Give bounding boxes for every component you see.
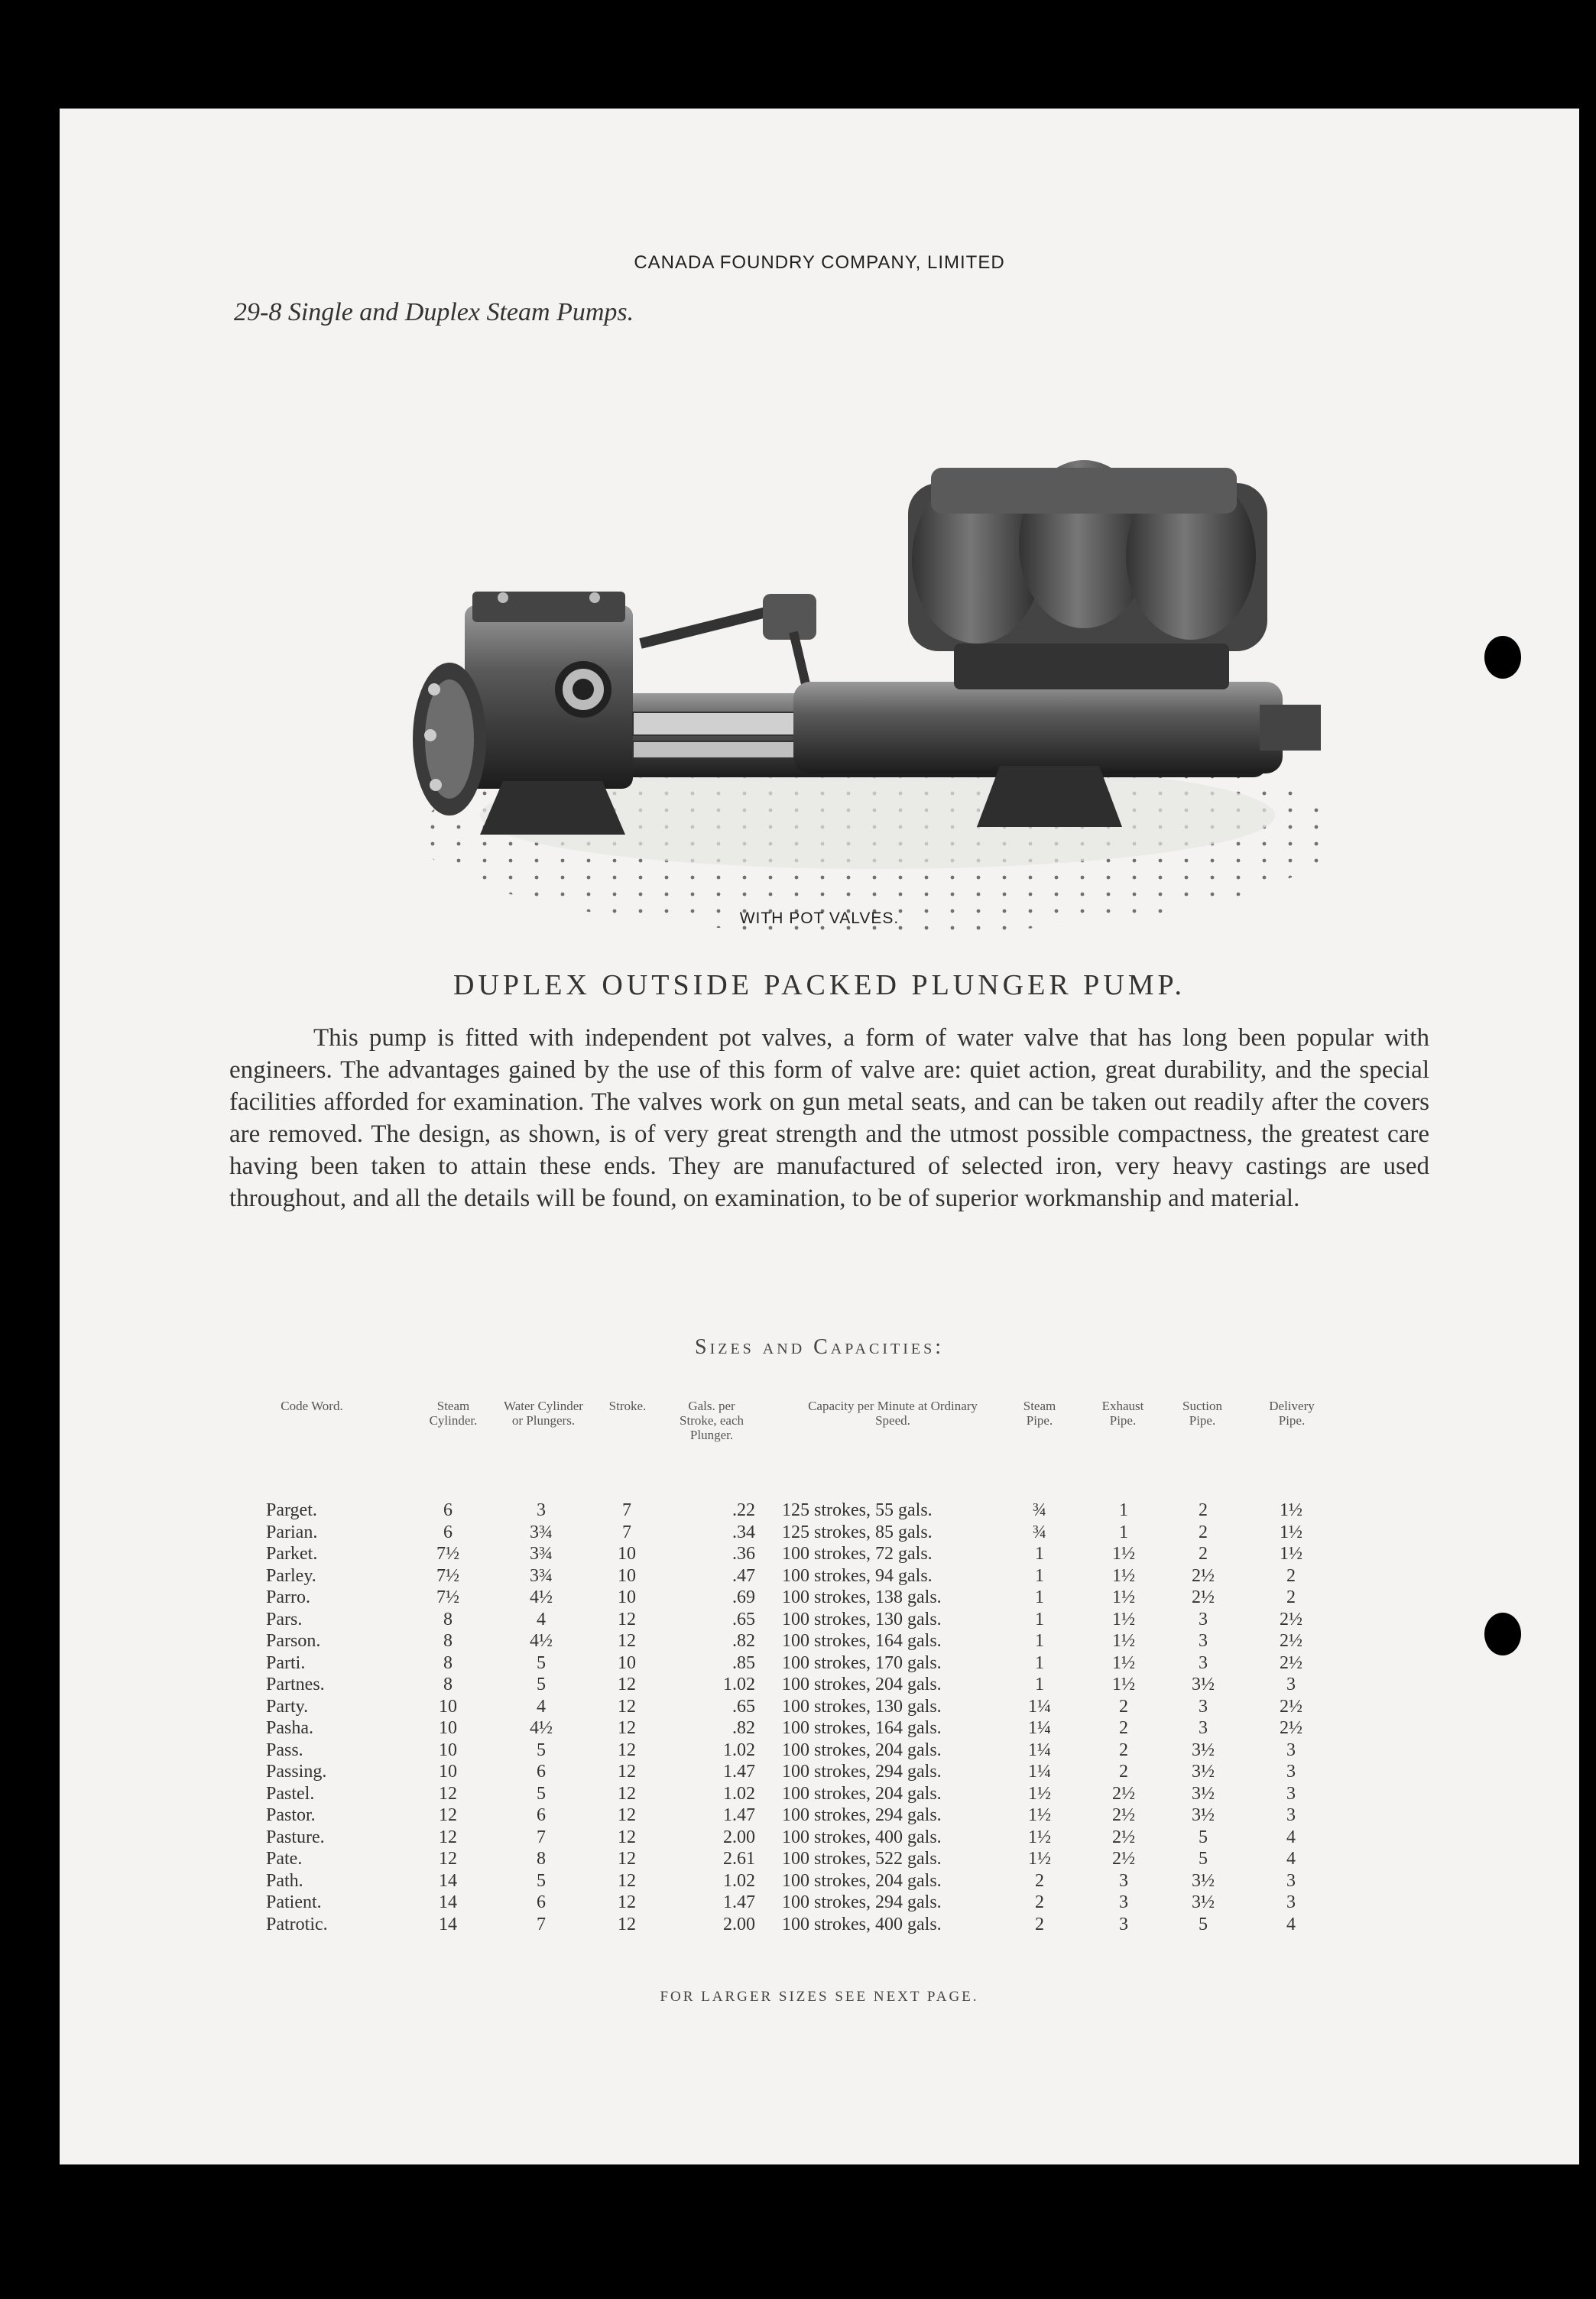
cell-steam-pipe: 2 bbox=[1035, 1914, 1044, 1934]
cell-gals-per-stroke: 1.02 bbox=[723, 1783, 755, 1804]
cell-delivery-pipe: 3 bbox=[1286, 1805, 1296, 1825]
cell-delivery-pipe: 1½ bbox=[1280, 1522, 1302, 1542]
cell-code-word: Pass. bbox=[266, 1740, 303, 1760]
product-title: DUPLEX OUTSIDE PACKED PLUNGER PUMP. bbox=[453, 969, 1186, 1001]
cell-exhaust-pipe: 1 bbox=[1119, 1500, 1128, 1520]
cell-stroke: 12 bbox=[618, 1718, 636, 1738]
cell-exhaust-pipe: 1½ bbox=[1112, 1609, 1135, 1629]
cell-steam-pipe: 1½ bbox=[1028, 1783, 1051, 1804]
cell-gals-per-stroke: 1.47 bbox=[723, 1805, 755, 1825]
table-row bbox=[60, 1500, 1579, 1522]
cell-steam-pipe: ¾ bbox=[1033, 1500, 1046, 1520]
cell-stroke: 10 bbox=[618, 1565, 636, 1586]
cell-exhaust-pipe: 1½ bbox=[1112, 1631, 1135, 1651]
cell-suction-pipe: 2 bbox=[1199, 1544, 1208, 1564]
cell-stroke: 12 bbox=[618, 1675, 636, 1694]
cell-suction-pipe: 3½ bbox=[1192, 1783, 1215, 1804]
cell-steam-cylinder: 8 bbox=[443, 1675, 453, 1694]
cell-stroke: 12 bbox=[618, 1631, 636, 1651]
cell-code-word: Passing. bbox=[266, 1762, 327, 1782]
figure-caption: WITH POT VALVES. bbox=[739, 910, 900, 927]
cell-suction-pipe: 5 bbox=[1199, 1827, 1208, 1847]
table-row bbox=[60, 1696, 1579, 1718]
cell-steam-pipe: 1¼ bbox=[1028, 1740, 1051, 1760]
section-heading: 29-8 Single and Duplex Steam Pumps. bbox=[234, 298, 634, 326]
cell-exhaust-pipe: 2 bbox=[1119, 1740, 1128, 1760]
cell-delivery-pipe: 3 bbox=[1286, 1870, 1296, 1891]
cell-steam-pipe: 1½ bbox=[1028, 1827, 1051, 1847]
cell-suction-pipe: 3½ bbox=[1192, 1805, 1215, 1825]
cell-suction-pipe: 5 bbox=[1199, 1914, 1208, 1934]
cell-capacity: 100 strokes, 164 gals. bbox=[782, 1718, 942, 1738]
cell-capacity: 100 strokes, 294 gals. bbox=[782, 1805, 942, 1825]
table-row bbox=[60, 1805, 1579, 1827]
cell-capacity: 100 strokes, 400 gals. bbox=[782, 1914, 942, 1934]
table-row bbox=[60, 1914, 1579, 1936]
col-header-stroke: Stroke. bbox=[608, 1399, 647, 1413]
cell-stroke: 12 bbox=[618, 1696, 636, 1717]
table-row bbox=[60, 1630, 1579, 1652]
cell-water-cylinder: 4½ bbox=[530, 1587, 553, 1607]
cell-stroke: 12 bbox=[618, 1892, 636, 1912]
cell-gals-per-stroke: 1.02 bbox=[723, 1675, 755, 1694]
cell-steam-pipe: 1 bbox=[1035, 1675, 1044, 1694]
cell-code-word: Party. bbox=[266, 1696, 309, 1717]
cell-delivery-pipe: 1½ bbox=[1280, 1500, 1302, 1520]
cell-steam-pipe: 1 bbox=[1035, 1587, 1044, 1607]
cell-water-cylinder: 3 bbox=[537, 1500, 546, 1520]
cell-code-word: Patient. bbox=[266, 1892, 322, 1912]
table-row bbox=[60, 1848, 1579, 1870]
table-row bbox=[60, 1740, 1579, 1762]
table-row bbox=[60, 1565, 1579, 1587]
cell-gals-per-stroke: .69 bbox=[732, 1587, 755, 1607]
cell-steam-pipe: 1¼ bbox=[1028, 1718, 1051, 1738]
table-row bbox=[60, 1892, 1579, 1914]
cell-exhaust-pipe: 1½ bbox=[1112, 1652, 1135, 1673]
cell-water-cylinder: 3¾ bbox=[530, 1565, 553, 1586]
cell-steam-cylinder: 14 bbox=[439, 1870, 457, 1891]
cell-code-word: Pate. bbox=[266, 1849, 303, 1869]
cell-code-word: Path. bbox=[266, 1870, 303, 1891]
cell-suction-pipe: 2½ bbox=[1192, 1565, 1215, 1586]
table-row bbox=[60, 1717, 1579, 1740]
cell-stroke: 12 bbox=[618, 1827, 636, 1847]
cell-gals-per-stroke: .47 bbox=[732, 1565, 755, 1586]
col-header-capacity: Capacity per Minute at Ordinary Speed. bbox=[808, 1399, 978, 1428]
cell-capacity: 100 strokes, 138 gals. bbox=[782, 1587, 942, 1607]
cell-steam-pipe: 1¼ bbox=[1028, 1696, 1051, 1717]
cell-steam-pipe: 1 bbox=[1035, 1609, 1044, 1629]
cell-capacity: 100 strokes, 204 gals. bbox=[782, 1783, 942, 1804]
cell-exhaust-pipe: 2 bbox=[1119, 1762, 1128, 1782]
cell-steam-pipe: 1¼ bbox=[1028, 1762, 1051, 1782]
cell-suction-pipe: 2 bbox=[1199, 1522, 1208, 1542]
cell-code-word: Parian. bbox=[266, 1522, 318, 1542]
cell-water-cylinder: 4 bbox=[537, 1609, 546, 1629]
cell-water-cylinder: 6 bbox=[537, 1892, 546, 1912]
cell-stroke: 10 bbox=[618, 1652, 636, 1673]
cell-exhaust-pipe: 2½ bbox=[1112, 1805, 1135, 1825]
cell-suction-pipe: 3 bbox=[1199, 1609, 1208, 1629]
cell-water-cylinder: 5 bbox=[537, 1870, 546, 1891]
cell-steam-cylinder: 10 bbox=[439, 1696, 457, 1717]
cell-gals-per-stroke: 2.61 bbox=[723, 1849, 755, 1869]
table-body bbox=[60, 1500, 1579, 1935]
cell-code-word: Patrotic. bbox=[266, 1914, 328, 1934]
cell-capacity: 100 strokes, 204 gals. bbox=[782, 1870, 942, 1891]
cell-code-word: Parro. bbox=[266, 1587, 310, 1607]
cell-steam-cylinder: 8 bbox=[443, 1609, 453, 1629]
cell-code-word: Parti. bbox=[266, 1652, 306, 1673]
cell-exhaust-pipe: 2½ bbox=[1112, 1827, 1135, 1847]
cell-stroke: 12 bbox=[618, 1609, 636, 1629]
cell-water-cylinder: 5 bbox=[537, 1675, 546, 1694]
cell-stroke: 7 bbox=[622, 1522, 631, 1542]
cell-suction-pipe: 3½ bbox=[1192, 1870, 1215, 1891]
cell-steam-cylinder: 10 bbox=[439, 1740, 457, 1760]
cell-water-cylinder: 5 bbox=[537, 1783, 546, 1804]
cell-steam-pipe: 2 bbox=[1035, 1892, 1044, 1912]
cell-gals-per-stroke: 1.02 bbox=[723, 1740, 755, 1760]
cell-delivery-pipe: 2½ bbox=[1280, 1652, 1302, 1673]
cell-suction-pipe: 5 bbox=[1199, 1849, 1208, 1869]
col-header-water-cylinder: Water Cylinder or Plungers. bbox=[504, 1399, 583, 1428]
punch-hole bbox=[1484, 1613, 1521, 1655]
cell-water-cylinder: 3¾ bbox=[530, 1522, 553, 1542]
cell-steam-cylinder: 12 bbox=[439, 1827, 457, 1847]
table-row bbox=[60, 1827, 1579, 1849]
cell-code-word: Pasture. bbox=[266, 1827, 325, 1847]
cell-exhaust-pipe: 1½ bbox=[1112, 1565, 1135, 1586]
cell-capacity: 100 strokes, 294 gals. bbox=[782, 1762, 942, 1782]
cell-steam-cylinder: 10 bbox=[439, 1718, 457, 1738]
cell-code-word: Pasha. bbox=[266, 1718, 313, 1738]
cell-exhaust-pipe: 1 bbox=[1119, 1522, 1128, 1542]
cell-delivery-pipe: 2½ bbox=[1280, 1609, 1302, 1629]
cell-stroke: 12 bbox=[618, 1740, 636, 1760]
cell-capacity: 100 strokes, 164 gals. bbox=[782, 1631, 942, 1651]
cell-code-word: Parget. bbox=[266, 1500, 317, 1520]
cell-gals-per-stroke: 1.47 bbox=[723, 1892, 755, 1912]
cell-water-cylinder: 8 bbox=[537, 1849, 546, 1869]
cell-stroke: 12 bbox=[618, 1914, 636, 1934]
cell-water-cylinder: 7 bbox=[537, 1827, 546, 1847]
cell-exhaust-pipe: 1½ bbox=[1112, 1544, 1135, 1564]
cell-suction-pipe: 2½ bbox=[1192, 1587, 1215, 1607]
cell-water-cylinder: 5 bbox=[537, 1652, 546, 1673]
cell-suction-pipe: 3 bbox=[1199, 1696, 1208, 1717]
cell-delivery-pipe: 2½ bbox=[1280, 1718, 1302, 1738]
cell-suction-pipe: 3½ bbox=[1192, 1892, 1215, 1912]
cell-steam-cylinder: 7½ bbox=[436, 1565, 459, 1586]
cell-delivery-pipe: 3 bbox=[1286, 1740, 1296, 1760]
cell-delivery-pipe: 2½ bbox=[1280, 1631, 1302, 1651]
cell-delivery-pipe: 4 bbox=[1286, 1827, 1296, 1847]
cell-gals-per-stroke: .65 bbox=[732, 1609, 755, 1629]
cell-suction-pipe: 3½ bbox=[1192, 1675, 1215, 1694]
cell-stroke: 12 bbox=[618, 1762, 636, 1782]
cell-suction-pipe: 3 bbox=[1199, 1631, 1208, 1651]
cell-code-word: Parket. bbox=[266, 1544, 318, 1564]
table-row bbox=[60, 1609, 1579, 1631]
table-row bbox=[60, 1870, 1579, 1892]
cell-exhaust-pipe: 2 bbox=[1119, 1718, 1128, 1738]
cell-stroke: 10 bbox=[618, 1544, 636, 1564]
col-header-exhaust-pipe: Exhaust Pipe. bbox=[1101, 1399, 1144, 1428]
cell-exhaust-pipe: 3 bbox=[1119, 1870, 1128, 1891]
cell-capacity: 100 strokes, 522 gals. bbox=[782, 1849, 942, 1869]
cell-suction-pipe: 3 bbox=[1199, 1718, 1208, 1738]
cell-stroke: 12 bbox=[618, 1783, 636, 1804]
col-header-suction-pipe: Suction Pipe. bbox=[1182, 1399, 1222, 1428]
product-description: This pump is fitted with independent pot valves, a form of water valve that has long been popular with engineers. The advantages gained by the use of this form of valve are: quiet action, great durability, and the special facilities afforded for examination. The valves work on gun metal seats, and can be taken out readily after the covers are removed. The design, as shown, is of very great strength and the utmost possible compactness, the greatest care having been taken to attain these ends. They are manufactured of selected iron, very heavy castings are used throughout, and all the details will be found, on examination, to be of superior workmanship and material. bbox=[229, 1024, 1429, 1212]
cell-delivery-pipe: 2 bbox=[1286, 1587, 1296, 1607]
cell-exhaust-pipe: 2½ bbox=[1112, 1849, 1135, 1869]
cell-steam-pipe: 1½ bbox=[1028, 1849, 1051, 1869]
cell-steam-cylinder: 6 bbox=[443, 1522, 453, 1542]
col-header-steam-pipe: Steam Pipe. bbox=[1023, 1399, 1056, 1428]
cell-steam-pipe: 1 bbox=[1035, 1565, 1044, 1586]
cell-water-cylinder: 4 bbox=[537, 1696, 546, 1717]
cell-gals-per-stroke: .85 bbox=[732, 1652, 755, 1673]
col-header-steam-cylinder: Steam Cylinder. bbox=[429, 1399, 478, 1428]
cell-steam-cylinder: 6 bbox=[443, 1500, 453, 1520]
cell-steam-cylinder: 12 bbox=[439, 1849, 457, 1869]
cell-stroke: 7 bbox=[622, 1500, 631, 1520]
cell-code-word: Parson. bbox=[266, 1631, 321, 1651]
cell-code-word: Pastor. bbox=[266, 1805, 316, 1825]
cell-stroke: 12 bbox=[618, 1805, 636, 1825]
pump-illustration bbox=[350, 368, 1405, 965]
cell-code-word: Partnes. bbox=[266, 1675, 325, 1694]
cell-steam-cylinder: 14 bbox=[439, 1914, 457, 1934]
catalog-page bbox=[60, 109, 1579, 2164]
cell-stroke: 12 bbox=[618, 1849, 636, 1869]
table-row bbox=[60, 1761, 1579, 1783]
cell-capacity: 125 strokes, 55 gals. bbox=[782, 1500, 933, 1520]
cell-capacity: 100 strokes, 130 gals. bbox=[782, 1696, 942, 1717]
cell-capacity: 100 strokes, 130 gals. bbox=[782, 1609, 942, 1629]
cell-stroke: 12 bbox=[618, 1870, 636, 1891]
cell-exhaust-pipe: 3 bbox=[1119, 1892, 1128, 1912]
cell-delivery-pipe: 3 bbox=[1286, 1762, 1296, 1782]
cell-steam-pipe: ¾ bbox=[1033, 1522, 1046, 1542]
col-header-code-word: Code Word. bbox=[281, 1399, 343, 1413]
cell-steam-cylinder: 12 bbox=[439, 1805, 457, 1825]
punch-hole bbox=[1484, 636, 1521, 679]
cell-steam-cylinder: 8 bbox=[443, 1631, 453, 1651]
cell-steam-cylinder: 14 bbox=[439, 1892, 457, 1912]
cell-water-cylinder: 4½ bbox=[530, 1718, 553, 1738]
cell-steam-pipe: 1 bbox=[1035, 1544, 1044, 1564]
cell-capacity: 100 strokes, 204 gals. bbox=[782, 1740, 942, 1760]
table-row bbox=[60, 1674, 1579, 1696]
table-row bbox=[60, 1543, 1579, 1565]
cell-gals-per-stroke: .34 bbox=[732, 1522, 755, 1542]
cell-water-cylinder: 7 bbox=[537, 1914, 546, 1934]
col-header-delivery-pipe: Delivery Pipe. bbox=[1269, 1399, 1315, 1428]
cell-gals-per-stroke: .22 bbox=[732, 1500, 755, 1520]
cell-delivery-pipe: 2½ bbox=[1280, 1696, 1302, 1717]
cell-delivery-pipe: 2 bbox=[1286, 1565, 1296, 1586]
cell-exhaust-pipe: 2½ bbox=[1112, 1783, 1135, 1804]
cell-steam-cylinder: 8 bbox=[443, 1652, 453, 1673]
cell-gals-per-stroke: 2.00 bbox=[723, 1827, 755, 1847]
cell-delivery-pipe: 4 bbox=[1286, 1849, 1296, 1869]
cell-steam-pipe: 1 bbox=[1035, 1631, 1044, 1651]
cell-exhaust-pipe: 3 bbox=[1119, 1914, 1128, 1934]
cell-water-cylinder: 3¾ bbox=[530, 1544, 553, 1564]
table-row bbox=[60, 1587, 1579, 1609]
cell-steam-pipe: 1 bbox=[1035, 1652, 1044, 1673]
cell-capacity: 125 strokes, 85 gals. bbox=[782, 1522, 933, 1542]
cell-code-word: Pastel. bbox=[266, 1783, 315, 1804]
footer-note: FOR LARGER SIZES SEE NEXT PAGE. bbox=[660, 1989, 979, 2005]
table-row bbox=[60, 1522, 1579, 1544]
col-header-gals-per-stroke: Gals. per Stroke, each Plunger. bbox=[679, 1399, 744, 1442]
cell-suction-pipe: 3½ bbox=[1192, 1740, 1215, 1760]
cell-capacity: 100 strokes, 94 gals. bbox=[782, 1565, 933, 1586]
cell-gals-per-stroke: .82 bbox=[732, 1718, 755, 1738]
cell-capacity: 100 strokes, 204 gals. bbox=[782, 1675, 942, 1694]
cell-gals-per-stroke: .36 bbox=[732, 1544, 755, 1564]
cell-gals-per-stroke: .82 bbox=[732, 1631, 755, 1651]
cell-steam-cylinder: 10 bbox=[439, 1762, 457, 1782]
cell-water-cylinder: 6 bbox=[537, 1805, 546, 1825]
cell-steam-cylinder: 7½ bbox=[436, 1587, 459, 1607]
cell-water-cylinder: 5 bbox=[537, 1740, 546, 1760]
cell-water-cylinder: 4½ bbox=[530, 1631, 553, 1651]
table-row bbox=[60, 1783, 1579, 1805]
cell-water-cylinder: 6 bbox=[537, 1762, 546, 1782]
cell-exhaust-pipe: 1½ bbox=[1112, 1587, 1135, 1607]
cell-capacity: 100 strokes, 400 gals. bbox=[782, 1827, 942, 1847]
cell-gals-per-stroke: 1.02 bbox=[723, 1870, 755, 1891]
cell-capacity: 100 strokes, 72 gals. bbox=[782, 1544, 933, 1564]
cell-delivery-pipe: 3 bbox=[1286, 1783, 1296, 1804]
cell-stroke: 10 bbox=[618, 1587, 636, 1607]
cell-capacity: 100 strokes, 294 gals. bbox=[782, 1892, 942, 1912]
cell-steam-pipe: 1½ bbox=[1028, 1805, 1051, 1825]
table-row bbox=[60, 1652, 1579, 1675]
cell-suction-pipe: 3½ bbox=[1192, 1762, 1215, 1782]
cell-delivery-pipe: 3 bbox=[1286, 1675, 1296, 1694]
cell-suction-pipe: 3 bbox=[1199, 1652, 1208, 1673]
cell-code-word: Pars. bbox=[266, 1609, 303, 1629]
cell-delivery-pipe: 4 bbox=[1286, 1914, 1296, 1934]
cell-steam-cylinder: 12 bbox=[439, 1783, 457, 1804]
table-title: Sizes and Capacities: bbox=[695, 1335, 944, 1359]
cell-gals-per-stroke: .65 bbox=[732, 1696, 755, 1717]
cell-exhaust-pipe: 1½ bbox=[1112, 1675, 1135, 1694]
cell-delivery-pipe: 1½ bbox=[1280, 1544, 1302, 1564]
cell-capacity: 100 strokes, 170 gals. bbox=[782, 1652, 942, 1673]
cell-steam-pipe: 2 bbox=[1035, 1870, 1044, 1891]
cell-code-word: Parley. bbox=[266, 1565, 316, 1586]
company-header: CANADA FOUNDRY COMPANY, LIMITED bbox=[634, 252, 1005, 273]
cell-gals-per-stroke: 2.00 bbox=[723, 1914, 755, 1934]
cell-suction-pipe: 2 bbox=[1199, 1500, 1208, 1520]
cell-exhaust-pipe: 2 bbox=[1119, 1696, 1128, 1717]
cell-gals-per-stroke: 1.47 bbox=[723, 1762, 755, 1782]
cell-delivery-pipe: 3 bbox=[1286, 1892, 1296, 1912]
cell-steam-cylinder: 7½ bbox=[436, 1544, 459, 1564]
